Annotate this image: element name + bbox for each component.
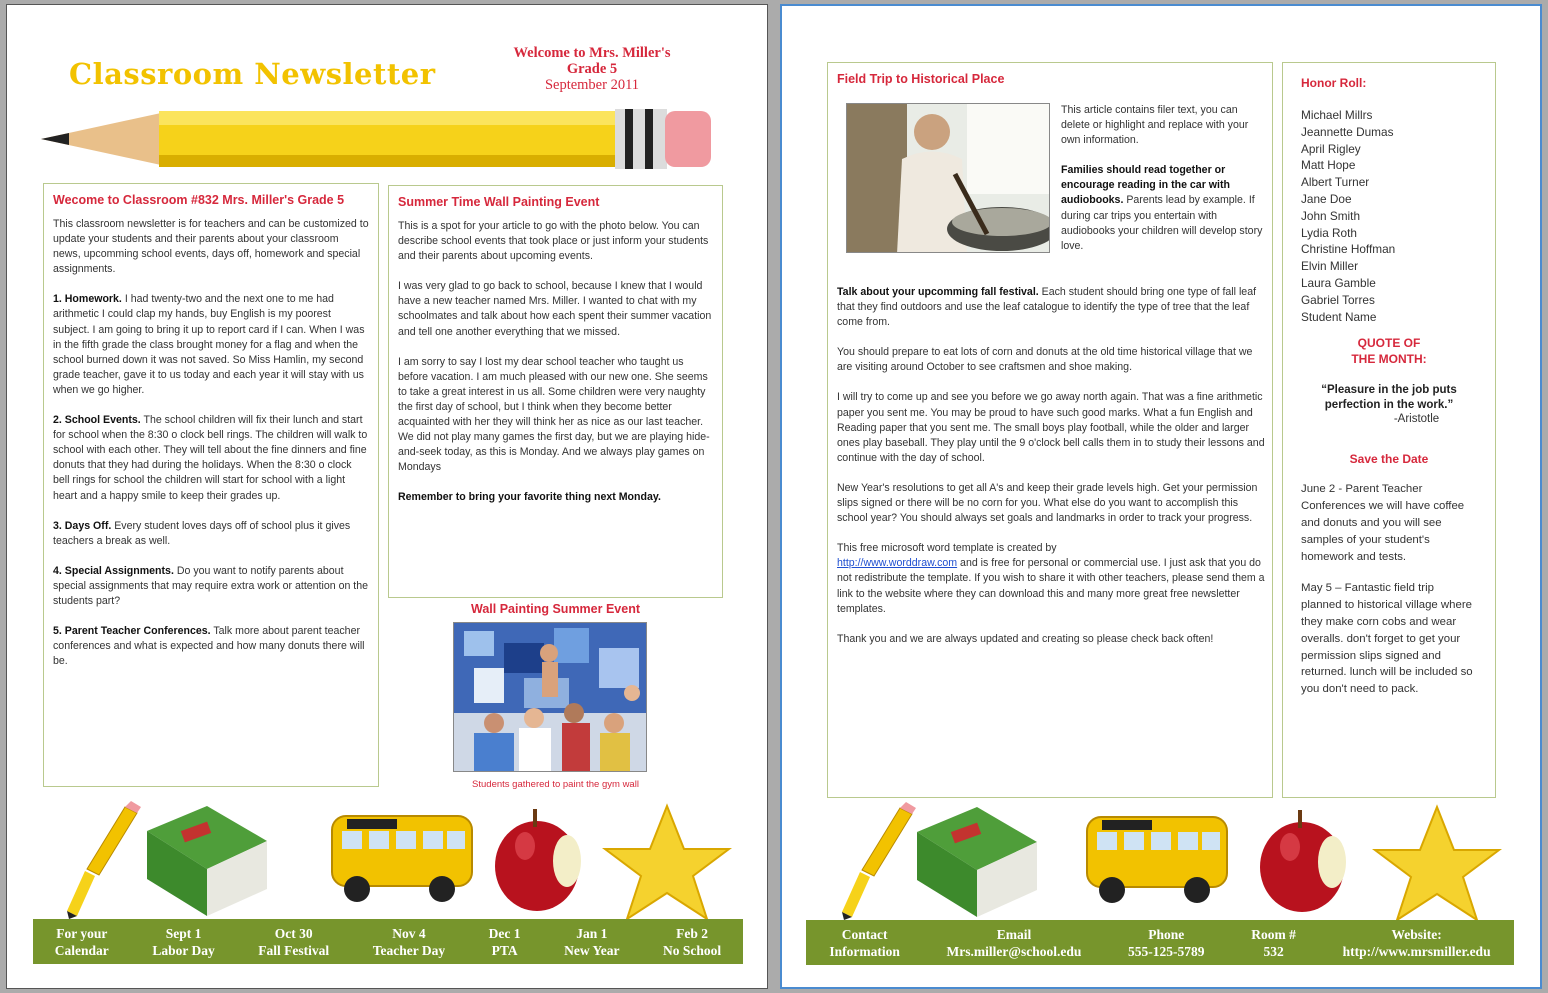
list-item: 4. Special Assignments. Do you want to notify parents about special assignments that may require extra work or attention on the students part? xyxy=(53,564,369,607)
book-icon xyxy=(147,806,267,916)
welcome-line-2: Grade 5 xyxy=(566,61,618,77)
footer-cell: Room # 532 xyxy=(1251,926,1296,959)
list-item: Laura Gamble xyxy=(1301,275,1376,290)
summer-paragraph: I was very glad to go back to school, because I knew that I would have a new teacher named Mrs. Miller. I wanted to chat with my schoolmates and talk about how each spent their summer vacation and tell one another everything that we missed. xyxy=(398,280,712,338)
summer-article-heading: Summer Time Wall Painting Event xyxy=(398,195,600,209)
footer-cell: Oct 30 Fall Festival xyxy=(258,925,330,958)
field-paragraph: New Year's resolutions to get all A's and keep their grade levels high. Get your permission slips signed or there will be no corn for you. What else do you want to accomplish this school year? You should always set goals and landmarks in order to track your progress. xyxy=(837,481,1258,525)
list-item: Matt Hope xyxy=(1301,158,1356,173)
field-paragraph: Thank you and we are always updated and creating so please check back often! xyxy=(837,632,1214,645)
pencil-icon xyxy=(67,801,141,919)
save-date-item: May 5 – Fantastic field trip planned to historical village where they make corn cobs and wear overalls. don't forget to get your permission slips signed and returned. lunch will be included so you don't need to pack. xyxy=(1301,582,1473,696)
list-item: 1. Homework. I had twenty-two and the next one to me had arithmetic I could clap my hands, buy English is my poorest subject. I am going to bring it up to report card if I can. When I was in the fifth grade the class brought money for a flag and when the school burned down it was not saved. So Miss Hamlin, my second grade teacher, gave it to us today and each year it will stay with us when we go higher. xyxy=(53,293,365,396)
field-trip-intro xyxy=(1061,103,1266,269)
school-bus-icon xyxy=(1087,817,1227,903)
newsletter-title: Classroom Newsletter xyxy=(69,57,436,91)
save-date-body xyxy=(1301,481,1477,698)
sidebar-column xyxy=(1282,62,1496,798)
field-trip-photo xyxy=(846,103,1050,253)
field-paragraph: I will try to come up and see you before we go away north again. That was a fine arithmetic paper you sent me. You may be proud to have such good marks. What a fun English and Reading paper that you sent me. The small boys play football, while the older and larger ones play baseball. They play until the 9 o'clock bell calls them in to study their lessons and continue with the day of school. xyxy=(837,391,1265,464)
quote-author: -Aristotle xyxy=(1393,413,1440,426)
list-item: April Rigley xyxy=(1301,141,1361,156)
star-icon xyxy=(605,806,729,919)
footer-cell: Phone 555-125-5789 xyxy=(1128,926,1205,959)
star-icon xyxy=(1375,807,1499,920)
wall-painting-photo xyxy=(453,622,647,772)
footer-cell: For your Calendar xyxy=(54,925,109,958)
summer-closing: Remember to bring your favorite thing next Monday. xyxy=(398,491,661,504)
footer-cell: Dec 1 PTA xyxy=(488,925,521,958)
worddraw-link[interactable]: http://www.worddraw.com xyxy=(837,557,958,570)
field-paragraph: Talk about your upcomming fall festival. Each student should bring one type of fall leaf that they find outdoors and use the leaf catalogue to identify the type of tree that the leaf come from. xyxy=(837,286,1257,329)
list-item: 2. School Events. The school children will fix their lunch and start for school when the 8:30 o clock bell rings. The children will walk to school with each other. They will tell about the fine dinners and fine donuts that they had during the holidays. When the 8:30 o clock bell rings for school the children will start for school with a light heart and a happy smile to keep their grades up. xyxy=(53,414,368,502)
field-paragraph: This free microsoft word template is created by http://www.worddraw.com and is free for personal or commercial use. I just ask that you do not redistribute the template. If you wish to share it with other teachers, please send them a link to the website where they can download this and many more great free newsletter templates. xyxy=(837,542,1265,615)
footer-cell: Sept 1 Labor Day xyxy=(152,925,215,958)
welcome-intro: This classroom newsletter is for teachers and can be customized to update your students and their parents about your classroom news, upcomming school events, days off, homework and special assignments. xyxy=(53,218,369,276)
list-item: Gabriel Torres xyxy=(1301,292,1375,307)
list-item: Christine Hoffman xyxy=(1301,242,1396,257)
footer-cell: Jan 1 New Year xyxy=(564,925,620,958)
footer-cell: Feb 2 No School xyxy=(663,925,722,958)
field-paragraph: You should prepare to eat lots of corn and donuts at the old time historical village that we are visiting around October to see craftsmen and shoe making. xyxy=(837,346,1253,374)
newsletter-date: September 2011 xyxy=(544,77,640,93)
contact-footer xyxy=(806,920,1514,965)
book-icon xyxy=(917,807,1037,917)
list-item: Michael Millrs xyxy=(1301,108,1373,122)
save-date-item: June 2 - Parent Teacher Conferences we will have coffee and donuts and you will see samples of your student's homework and tests. xyxy=(1301,483,1465,563)
calendar-footer xyxy=(33,919,743,964)
summer-paragraph: This is a spot for your article to go with the photo below. You can describe school events that took place or just inform your students and their parents about upcoming events. xyxy=(398,220,709,263)
footer-cell: Website: http://www.mrsmiller.edu xyxy=(1342,926,1491,959)
field-trip-article xyxy=(827,62,1273,798)
quote-heading: QUOTE OF THE MONTH: xyxy=(1351,336,1427,367)
apple-icon xyxy=(495,809,581,911)
school-bus-icon xyxy=(332,816,472,902)
list-item: Jane Doe xyxy=(1301,191,1352,206)
pencil-banner-icon xyxy=(41,101,721,181)
newsletter-page-2 xyxy=(780,4,1542,989)
list-item: Albert Turner xyxy=(1301,175,1370,190)
footer-cell: Email Mrs.miller@school.edu xyxy=(946,926,1082,959)
list-item: 3. Days Off. Every student loves days off of school plus it gives teachers a break as well. xyxy=(53,519,351,547)
footer-cell: Contact Information xyxy=(829,926,900,959)
footer-cell: Nov 4 Teacher Day xyxy=(372,925,446,958)
list-item: Jeannette Dumas xyxy=(1301,124,1394,139)
list-item: 5. Parent Teacher Conferences. Talk more about parent teacher conferences and what is expected and how many donuts there will be. xyxy=(53,625,365,668)
list-item: John Smith xyxy=(1301,208,1361,223)
welcome-article xyxy=(43,183,379,787)
list-item: Student Name xyxy=(1301,309,1377,324)
field-intro-paragraph: This article contains filer text, you can delete or highlight and replace with your own information. xyxy=(1061,104,1249,147)
photo-title: Wall Painting Summer Event xyxy=(470,602,640,616)
summer-article-body xyxy=(398,219,713,506)
welcome-line-1: Welcome to Mrs. Miller's xyxy=(513,45,671,61)
newsletter-page-1 xyxy=(6,4,768,989)
field-intro-paragraph: Families should read together or encourage reading in the car with audiobooks. Parents lead by example. If during car trips you entertain with audiobooks your children will develop story love. xyxy=(1061,164,1263,252)
decorative-icons xyxy=(822,802,1512,920)
list-item: Elvin Miller xyxy=(1301,259,1359,274)
summer-paragraph: I am sorry to say I lost my dear school teacher who taught us before vacation. I am much pleased with our new one. She seems to take a great interest in us all. Some children were very naughty the first day of school, but I think when they become better acquainted with her they will think her as nice as our last teacher. We did not play many games the first day, but we are playing hide-and-seek today, as this is Monday. And we always play games on Mondays xyxy=(398,355,710,474)
welcome-article-heading: Wecome to Classroom #832 Mrs. Miller's Grade 5 xyxy=(53,193,345,207)
welcome-article-body xyxy=(53,217,369,669)
quote-text: “Pleasure in the job puts perfection in the work.” xyxy=(1321,384,1457,412)
list-item: Lydia Roth xyxy=(1301,225,1357,240)
honor-roll-heading: Honor Roll: xyxy=(1301,76,1367,90)
apple-icon xyxy=(1260,810,1346,912)
save-date-heading: Save the Date xyxy=(1349,452,1429,467)
field-trip-heading: Field Trip to Historical Place xyxy=(837,72,1005,86)
decorative-icons xyxy=(47,801,737,919)
field-trip-body xyxy=(837,285,1265,662)
welcome-header xyxy=(477,45,707,93)
summer-article xyxy=(388,185,723,598)
photo-caption: Students gathered to paint the gym wall xyxy=(472,779,639,790)
pencil-icon xyxy=(842,802,916,920)
honor-roll-list xyxy=(1301,107,1477,325)
